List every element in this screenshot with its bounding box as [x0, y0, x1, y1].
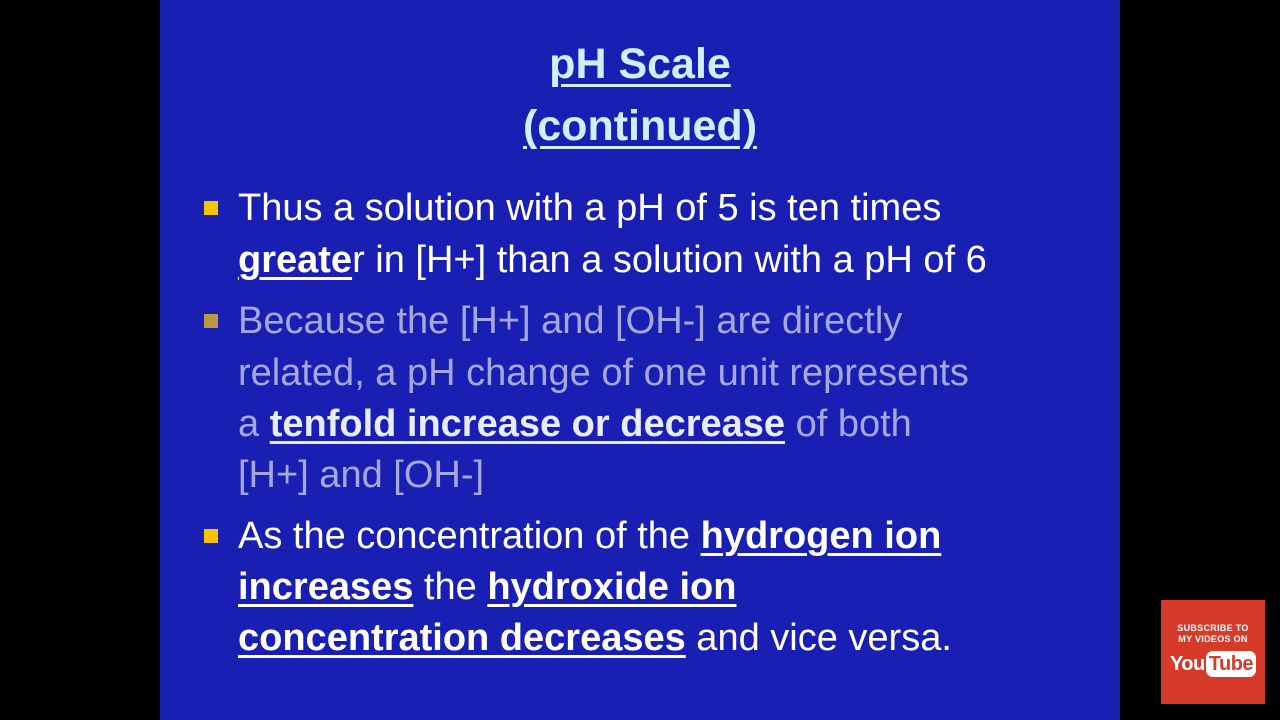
emphasis-text: hydrogen ion	[700, 515, 942, 557]
bullet-marker	[204, 201, 218, 215]
bullet-3-line-2: increases the hydroxide ion	[238, 566, 737, 608]
slide-title: pH Scale	[549, 40, 731, 88]
bullet-3-line-1: As the concentration of the hydrogen ion	[238, 515, 942, 557]
bullet-3-line-3: concentration decreases and vice versa.	[238, 617, 952, 659]
subscribe-text: MY VIDEOS ON	[1178, 634, 1248, 644]
emphasis-text: increases	[238, 566, 414, 608]
youtube-logo-icon: You Tube	[1170, 651, 1256, 677]
youtube-subscribe-badge[interactable]	[1161, 600, 1265, 704]
slide-subtitle: (continued)	[522, 102, 758, 150]
emphasis-text: hydroxide ion	[487, 566, 737, 608]
emphasis-text: greate	[238, 239, 353, 281]
bullet-2-line-3: a tenfold increase or decrease of both	[238, 403, 912, 445]
emphasis-text: concentration decreases	[238, 617, 686, 659]
bullet-2-line-4: [H+] and [OH-]	[238, 454, 485, 496]
emphasis-text: tenfold increase or decrease	[269, 403, 786, 445]
subscribe-text: SUBSCRIBE TO	[1177, 623, 1249, 633]
bullet-1-line-1: Thus a solution with a pH of 5 is ten times	[238, 187, 942, 229]
slide	[160, 0, 1120, 720]
bullet-marker	[204, 314, 218, 328]
bullet-marker	[204, 529, 218, 543]
bullet-2-line-2: related, a pH change of one unit represents	[238, 352, 969, 394]
bullet-1-line-2: greater in [H+] than a solution with a pH of 6	[238, 239, 987, 281]
bullet-2-line-1: Because the [H+] and [OH-] are directly	[238, 300, 903, 342]
